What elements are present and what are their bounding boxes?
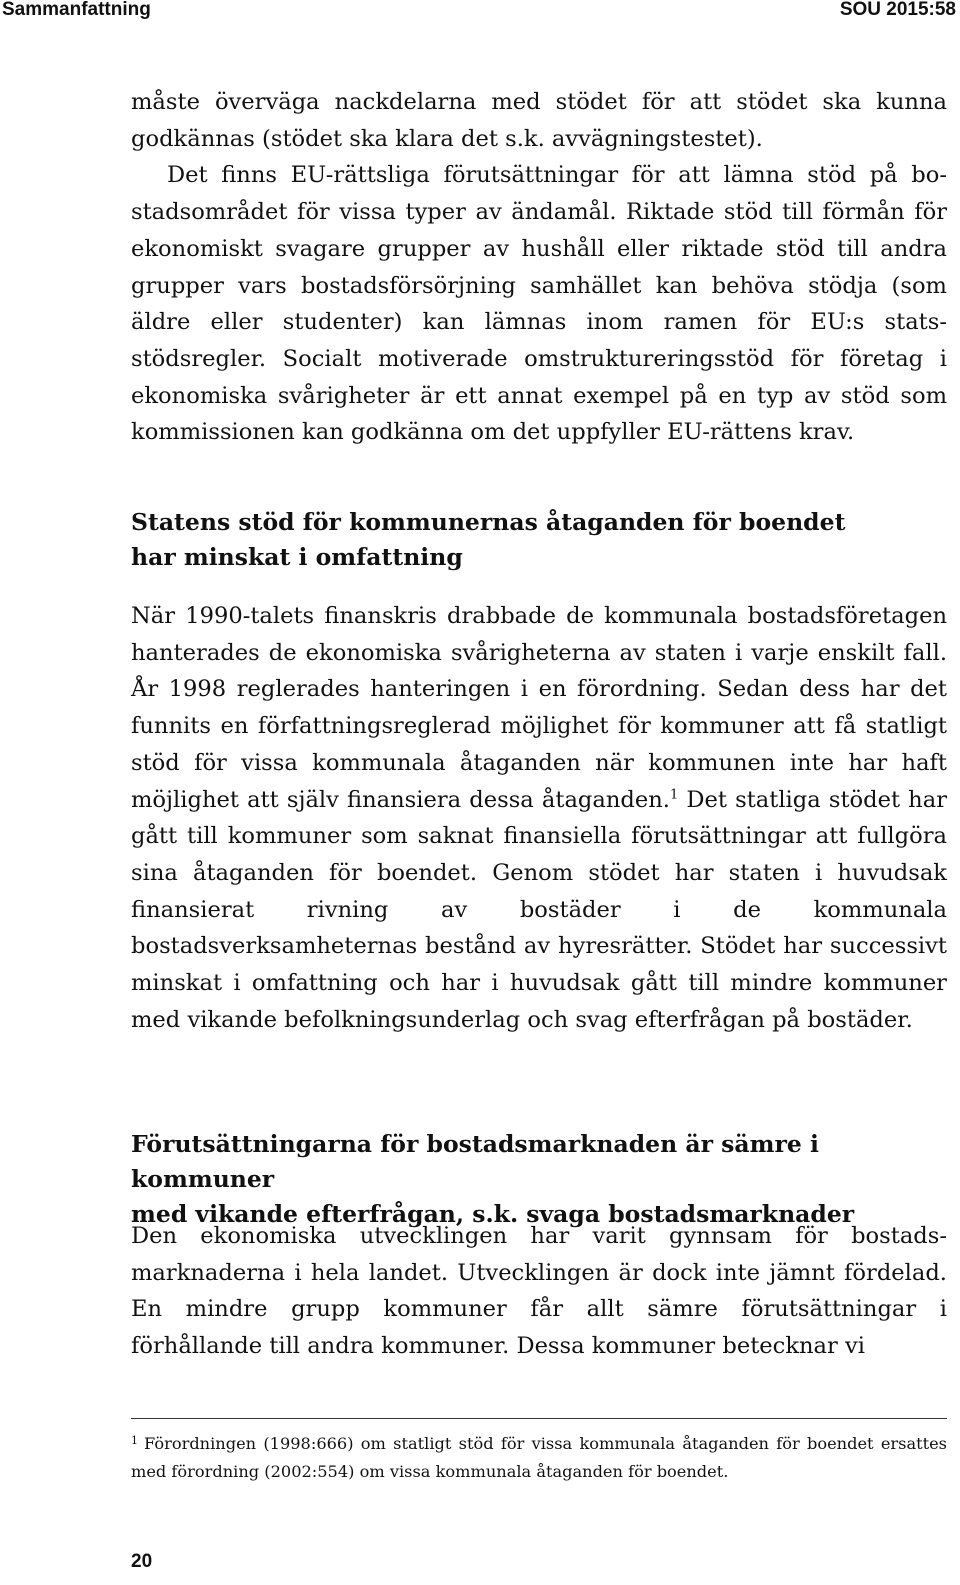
heading-line: har minskat i omfattning	[131, 543, 463, 571]
intro-paragraph-continued: måste överväga nackdelarna med stödet för att stödet ska kunna godkännas (stödet ska klara det s.k. avvägningstestet).	[131, 89, 947, 152]
footnote-divider	[131, 1418, 947, 1419]
footnote-reference[interactable]: 1	[669, 786, 679, 802]
page-number: 20	[131, 1551, 153, 1572]
section-body-state-support	[131, 598, 947, 1038]
footnote-text: Förordningen (1998:666) om statligt stöd för vissa kommunala åtaganden för boendet ersattes med förordning (2002:554) om vissa kommunala åtaganden för boendet.	[131, 1434, 947, 1481]
paragraph-text: Det statliga stödet har gått till kommuner som saknat finansiella förutsättningar att fullgöra sina åtaganden för boendet. Genom stödet har staten i huvudsak finansierat rivning av bostäder i de kommunala bostadsverksamheternas bestånd av hyresrätter. Stödet har successivt minskat i omfattning och har i huvudsak gått till mindre kommuner med vikande befolkningsunderlag och svag efterfrågan på bostäder.	[131, 786, 947, 1033]
intro-text	[131, 84, 947, 451]
footnote-number: 1	[131, 1434, 138, 1447]
footnote	[131, 1430, 947, 1486]
section-running-title: Sammanfattning	[2, 0, 151, 20]
heading-line: Förutsättningarna för bostadsmarknaden är sämre i kommuner	[131, 1130, 819, 1193]
paragraph-text: När 1990-talets finanskris drabbade de kommunala bostadsföretagen hanterades de ekonomiska svårigheterna av staten i varje enskilt fall. År 1998 reglerades hanteringen i en förordning. Sedan dess har det funnits en författningsreglerad möjlighet för kommuner att få statligt stöd för vissa kommunala åtaganden när kommunen inte har haft möjlighet att själv finansiera dessa åtaganden.	[131, 603, 947, 813]
heading-line: Statens stöd för kommunernas åtaganden för boendet	[131, 508, 846, 536]
intro-paragraph-eu-rules: Det finns EU-rättsliga förutsättningar för att lämna stöd på bostadsområdet för vissa typer av ändamål. Riktade stöd till förmån för ekonomiskt svagare grupper av hushåll eller riktade stöd till andra grupper vars bostadsförsörjning samhället kan behöva stödja (som äldre eller studenter) kan lämnas inom ramen för EU:s statsstödsregler. Socialt motiverade omstruktureringsstöd för företag i ekonomiska svårigheter är ett annat exempel på en typ av stöd som kommissionen kan godkänna om det uppfyller EU-rättens krav.	[131, 162, 947, 446]
section-heading-housing-markets	[131, 1127, 947, 1232]
running-header	[0, 0, 960, 28]
section-body-housing-markets	[131, 1218, 947, 1365]
section-heading-state-support	[131, 505, 947, 575]
document-reference: SOU 2015:58	[839, 0, 956, 20]
heading-line: med vikande efterfrågan, s.k. svaga bostadsmarknader	[131, 1200, 855, 1228]
paragraph-housing-markets: Den ekonomiska utvecklingen har varit gynnsam för bostadsmarknaderna i hela landet. Utvecklingen är dock inte jämnt fördelad. En mindre grupp kommuner får allt sämre förutsättningar i förhållande till andra kommuner. Dessa kommuner betecknar vi	[131, 1223, 947, 1360]
paragraph-state-support	[131, 598, 947, 1038]
